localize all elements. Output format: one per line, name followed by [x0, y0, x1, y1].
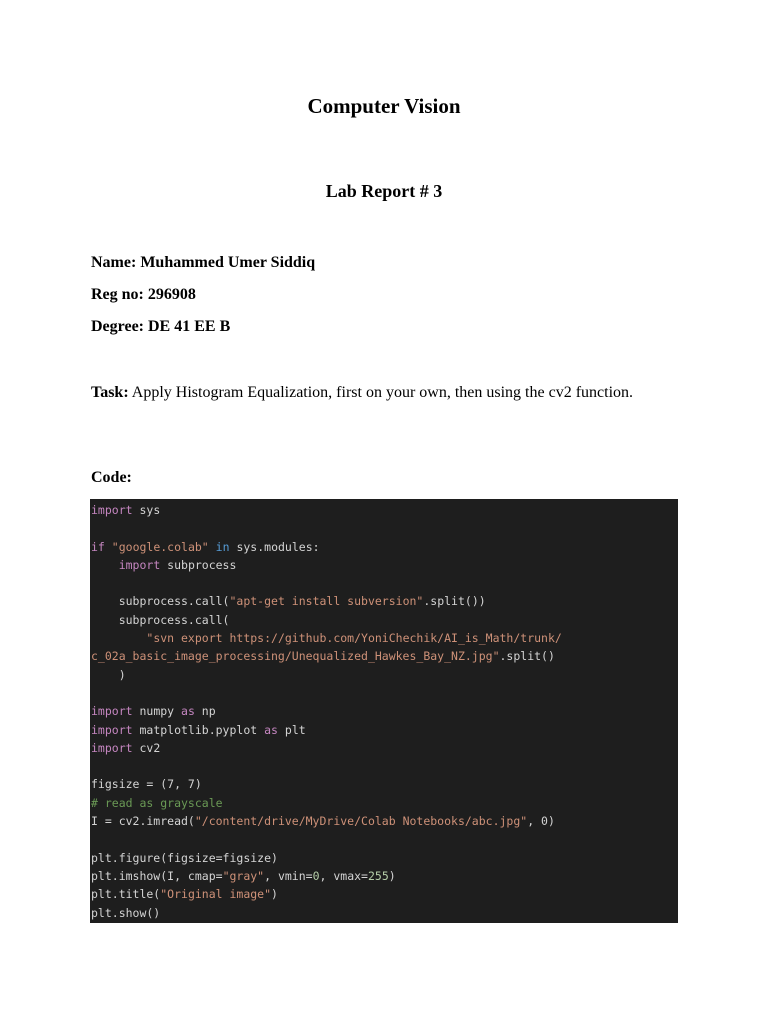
- task-description: [91, 382, 651, 403]
- code-token: import: [118, 557, 161, 572]
- code-token: figsize = (7, 7): [91, 777, 202, 792]
- code-token: # read as grayscale: [91, 795, 223, 810]
- code-line: [90, 556, 678, 574]
- code-token: ): [388, 868, 396, 883]
- code-line: [90, 775, 678, 793]
- code-token: plt.title(: [91, 887, 161, 902]
- code-token: sys: [132, 503, 161, 517]
- code-token: plt.show(): [91, 905, 161, 920]
- code-token: "Original image": [160, 887, 272, 902]
- code-token: subprocess.call(: [91, 594, 230, 609]
- code-line: [90, 721, 678, 739]
- code-line: [90, 757, 678, 775]
- code-token: [91, 558, 119, 572]
- code-token: as: [181, 704, 195, 719]
- code-token: 255: [367, 868, 389, 883]
- degree: Degree: DE 41 EE B: [91, 318, 231, 335]
- code-line: [90, 684, 678, 702]
- code-token: plt: [277, 722, 306, 737]
- code-line: [90, 830, 678, 848]
- code-token: if: [91, 539, 105, 554]
- code-line: [90, 702, 678, 720]
- code-token: .split(): [499, 649, 555, 664]
- registration-number: Reg no: 296908: [91, 286, 196, 303]
- code-line: [90, 501, 678, 519]
- code-token: c_02a_basic_image_processing/Unequalized_Hawkes_Bay_NZ.jpg": [91, 649, 500, 664]
- code-token: in: [215, 539, 230, 554]
- code-line: [90, 812, 678, 830]
- code-token: subprocess.call(: [91, 612, 230, 627]
- code-token: 0: [312, 868, 320, 883]
- code-line: [90, 538, 678, 556]
- code-token: "google.colab": [111, 539, 209, 554]
- code-token: "/content/drive/MyDrive/Colab Notebooks/abc.jpg": [194, 814, 528, 829]
- code-token: .split()): [423, 594, 486, 609]
- code-token: plt.figure(figsize=figsize): [91, 850, 278, 865]
- code-token: import: [91, 704, 133, 719]
- code-token: "svn export https://github.com/YoniChechik/AI_is_Math/trunk/: [146, 631, 562, 646]
- code-line: [90, 592, 678, 610]
- code-token: ): [271, 887, 278, 902]
- code-token: , vmin=: [264, 868, 313, 883]
- code-token: , vmax=: [319, 868, 368, 883]
- code-label: Code:: [91, 469, 132, 486]
- code-token: cv2: [132, 740, 161, 755]
- code-token: ): [91, 667, 126, 682]
- code-token: numpy: [132, 704, 182, 719]
- code-token: matplotlib.pyplot: [132, 722, 265, 737]
- code-line: [90, 611, 678, 629]
- code-token: I = cv2.imread(: [91, 814, 195, 829]
- code-line: [90, 574, 678, 592]
- code-token: subprocess: [160, 557, 237, 572]
- code-token: [105, 540, 112, 554]
- student-name: Name: Muhammed Umer Siddiq: [91, 254, 316, 271]
- code-token: "gray": [222, 868, 265, 883]
- code-token: "apt-get install subversion": [229, 594, 424, 609]
- code-line: [90, 867, 678, 885]
- code-line: [90, 666, 678, 684]
- code-line: [90, 629, 678, 647]
- code-line: [90, 739, 678, 757]
- code-token: , 0): [527, 814, 555, 829]
- code-line: [90, 885, 678, 903]
- code-token: import: [91, 740, 133, 755]
- code-line: [90, 519, 678, 537]
- document-title: Computer Vision: [307, 94, 461, 118]
- code-token: np: [194, 704, 216, 719]
- code-line: [90, 794, 678, 812]
- code-token: plt.imshow(I, cmap=: [91, 868, 223, 883]
- code-token: import: [91, 503, 133, 517]
- code-line: [90, 647, 678, 665]
- code-line: [90, 849, 678, 867]
- code-token: sys.modules:: [229, 539, 320, 554]
- code-token: as: [264, 722, 278, 737]
- code-token: [209, 540, 216, 554]
- code-token: import: [91, 722, 133, 737]
- task-label: Task:: [91, 384, 129, 401]
- document-subtitle: Lab Report # 3: [325, 181, 443, 201]
- code-line: [90, 904, 678, 922]
- code-block: [90, 499, 678, 923]
- code-token: [91, 631, 146, 645]
- task-text: Apply Histogram Equalization, first on your own, then using the cv2 function.: [128, 384, 634, 401]
